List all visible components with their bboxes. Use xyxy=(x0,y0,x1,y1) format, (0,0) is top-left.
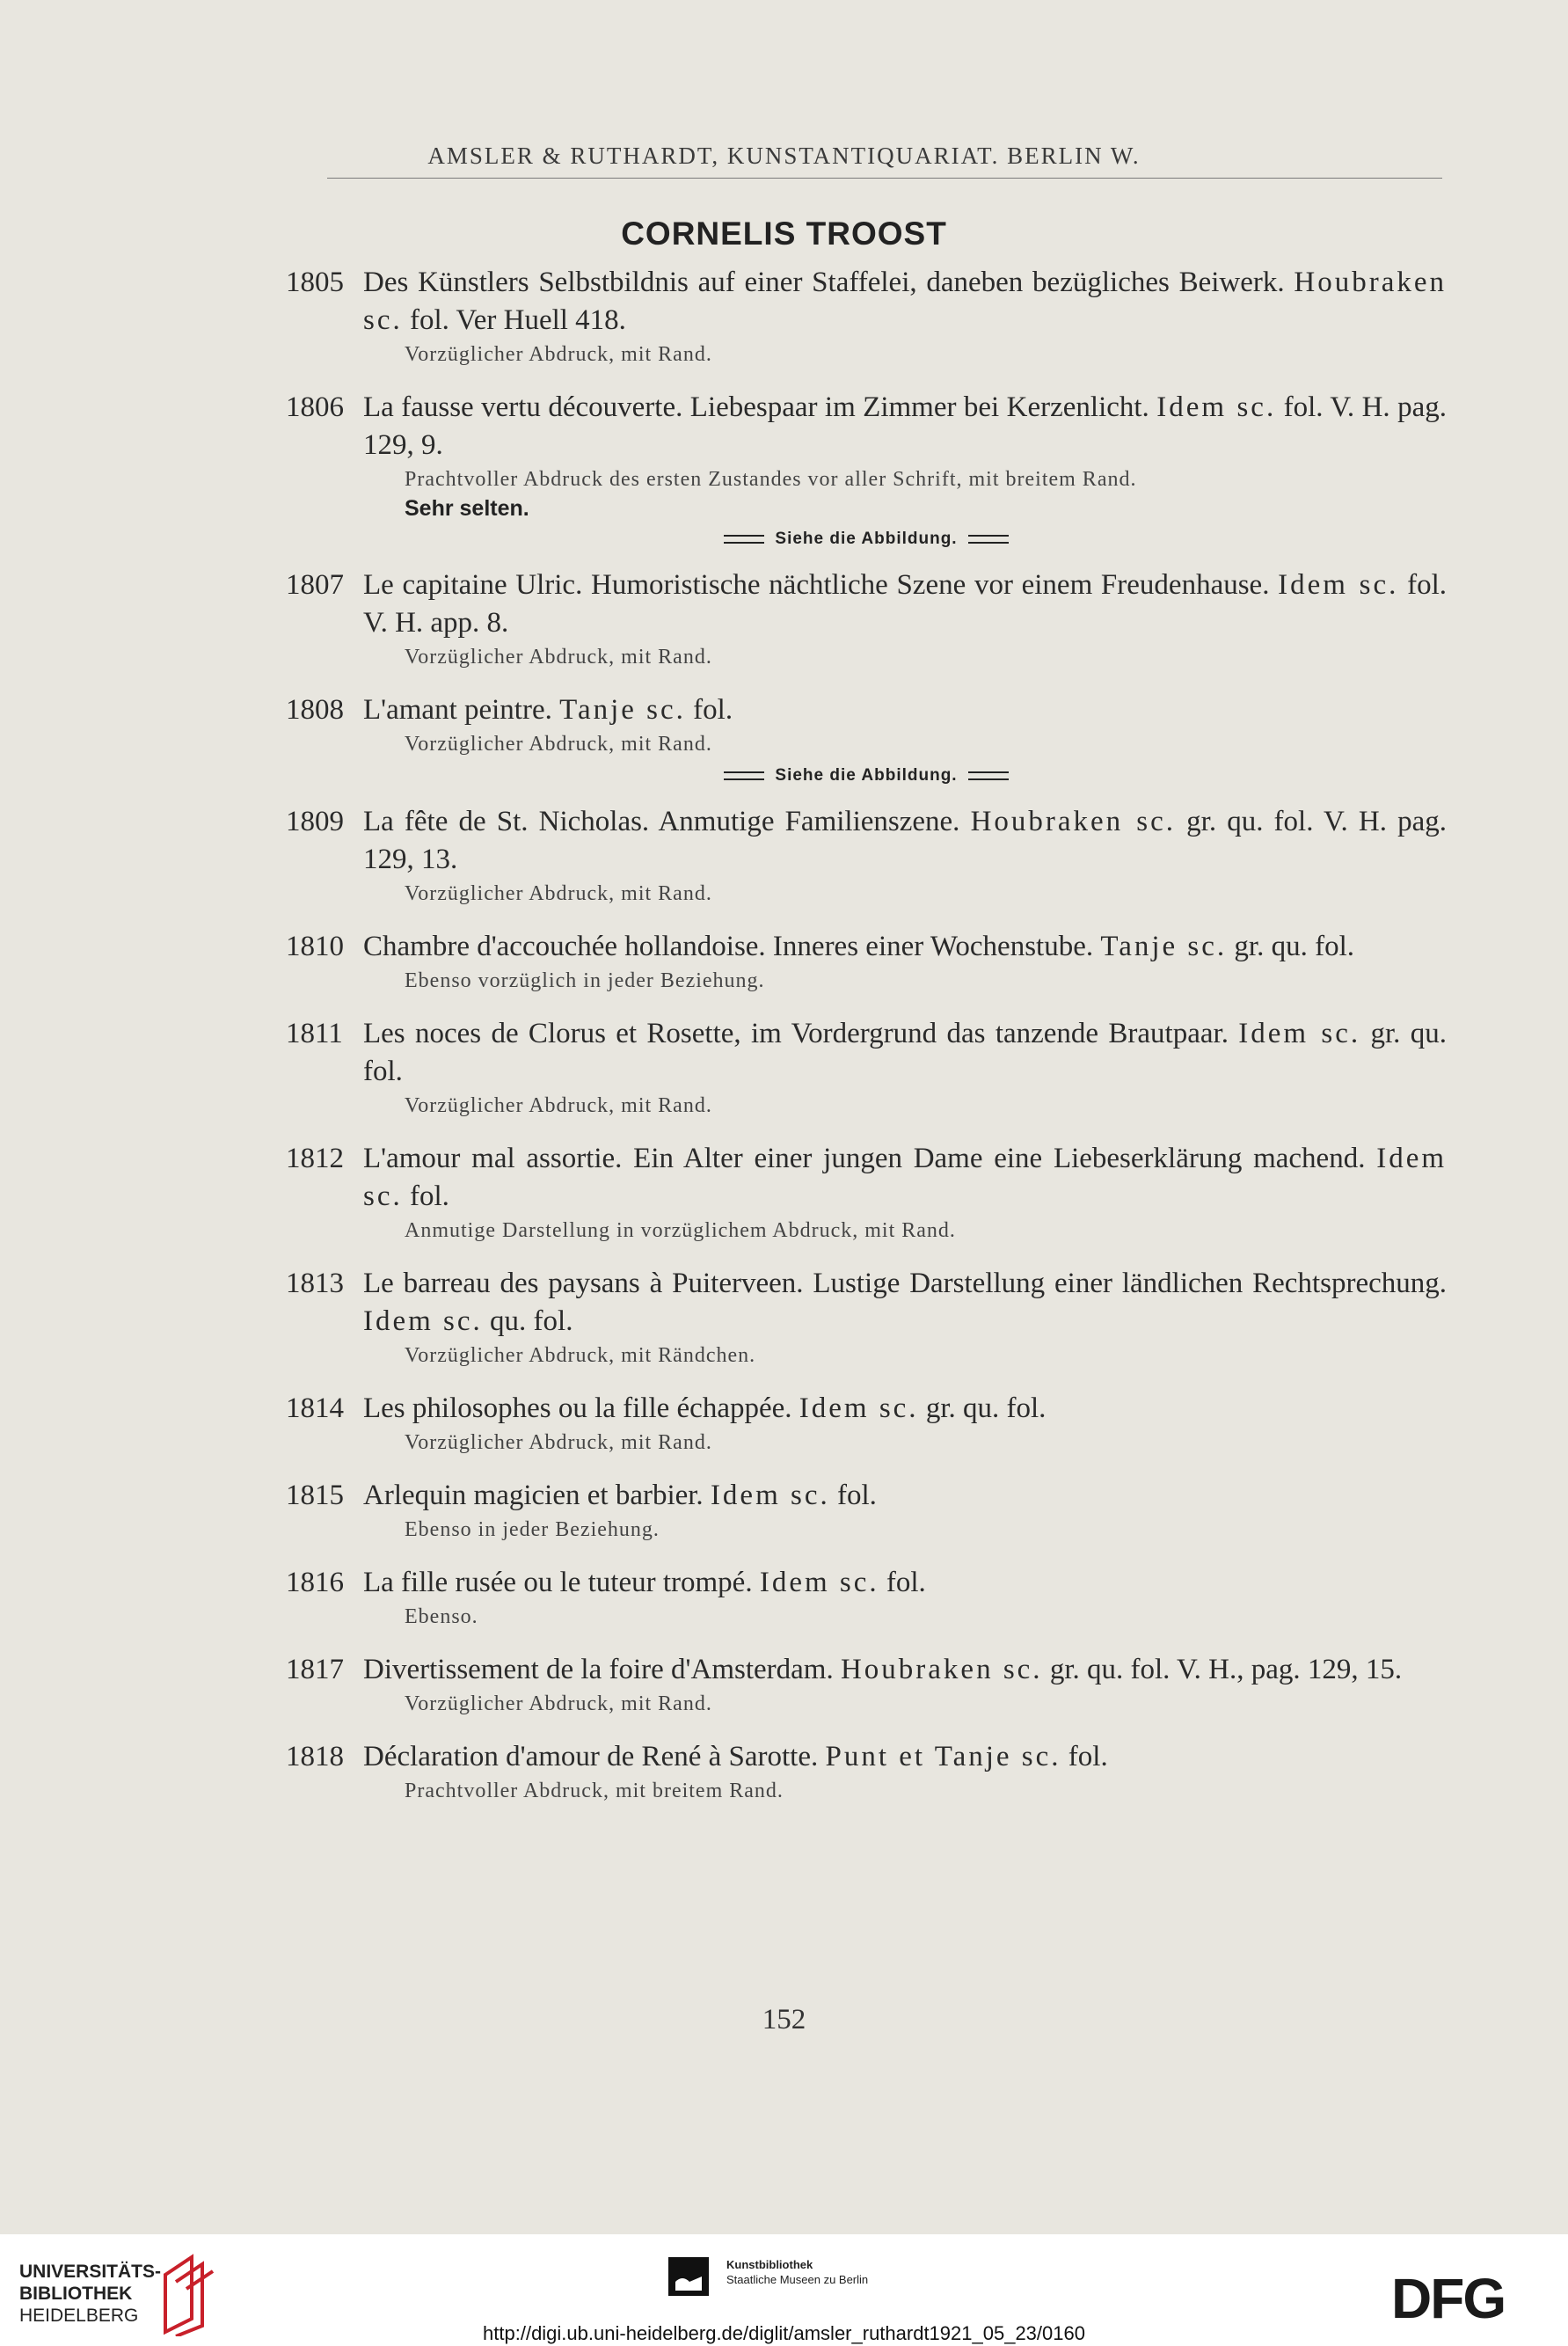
running-head: AMSLER & RUTHARDT, KUNSTANTIQUARIAT. BERLIN W. xyxy=(427,143,1141,169)
ub-line-3: HEIDELBERG xyxy=(19,2306,139,2326)
entry-format: fol. xyxy=(836,1480,877,1511)
entry-title: L'amant peintre. xyxy=(363,694,552,726)
catalog-entry-1816 xyxy=(286,1564,1447,1632)
catalog-entry-1809 xyxy=(286,803,1447,909)
figure-reference-label: Siehe die Abbildung. xyxy=(775,766,958,785)
catalog-entry-1814 xyxy=(286,1390,1447,1458)
entry-artist: Idem sc. xyxy=(363,1143,1448,1212)
entry-title: Les noces de Clorus et Rosette, im Vordergrund das tanzende Brautpaar. xyxy=(363,1018,1229,1049)
catalog-entry-1810 xyxy=(286,928,1447,996)
entry-note: Vorzüglicher Abdruck, mit Rand. xyxy=(405,882,712,905)
entry-text xyxy=(286,928,1447,966)
entry-title: La fille rusée ou le tuteur trompé. xyxy=(363,1567,753,1598)
entry-title: La fausse vertu découverte. Liebespaar im Zimmer bei Kerzenlicht. xyxy=(363,391,1149,423)
kunstbibliothek-logo-text xyxy=(726,2257,868,2287)
lot-number: 1816 xyxy=(286,1567,344,1598)
header-rule xyxy=(327,178,1442,179)
entry-text xyxy=(286,1651,1447,1689)
figure-reference xyxy=(286,530,1447,549)
catalog-entry-1817 xyxy=(286,1651,1447,1719)
entry-note: Vorzüglicher Abdruck, mit Rand. xyxy=(405,646,712,669)
double-rule-right xyxy=(968,771,1009,780)
lot-number: 1814 xyxy=(286,1392,344,1424)
entry-text xyxy=(286,803,1447,879)
permalink-url[interactable]: http://digi.ub.uni-heidelberg.de/diglit/amsler_ruthardt1921_05_23/0160 xyxy=(483,2322,1085,2344)
entry-text xyxy=(286,1477,1447,1515)
entry-text xyxy=(286,1390,1447,1428)
entry-title: Des Künstlers Selbstbildnis auf einer Staffelei, daneben bezügliches Beiwerk. xyxy=(363,267,1285,298)
entry-title: Les philosophes ou la fille échappée. xyxy=(363,1392,792,1424)
lot-number: 1807 xyxy=(286,569,344,601)
university-library-logo-text xyxy=(19,2261,161,2327)
entry-format: gr. qu. fol. V. H., pag. 129, 15. xyxy=(1049,1654,1403,1685)
lot-number: 1806 xyxy=(286,391,344,423)
entry-artist: Tanje sc. xyxy=(1100,931,1228,962)
entry-text xyxy=(286,1564,1447,1602)
catalog-entry-1815 xyxy=(286,1477,1447,1545)
entry-note: Prachtvoller Abdruck des ersten Zustandes vor aller Schrift, mit breitem Rand. xyxy=(405,468,1137,491)
entry-title: Le capitaine Ulric. Humoristische nächtliche Szene vor einem Freudenhause. xyxy=(363,569,1270,601)
catalog-entry-1812 xyxy=(286,1140,1447,1246)
catalog-entry-1805 xyxy=(286,264,1447,369)
catalog-entry-1811 xyxy=(286,1015,1447,1121)
entry-note: Vorzüglicher Abdruck, mit Rändchen. xyxy=(405,1344,756,1367)
entry-artist: Idem sc. xyxy=(1278,569,1399,601)
catalog-entry-1818 xyxy=(286,1738,1447,1806)
entry-text xyxy=(286,1738,1447,1776)
catalog-entry-1813 xyxy=(286,1265,1447,1370)
kb-line-1: Kunstbibliothek xyxy=(726,2258,813,2271)
ub-line-2: BIBLIOTHEK xyxy=(19,2284,133,2304)
entry-format: gr. qu. fol. xyxy=(363,1018,1448,1087)
double-rule-left xyxy=(724,535,764,544)
entry-text xyxy=(286,566,1447,642)
lot-number: 1808 xyxy=(286,694,344,726)
digitization-footer xyxy=(0,2234,1568,2346)
entry-title: Déclaration d'amour de René à Sarotte. xyxy=(363,1741,819,1772)
entry-format: fol. xyxy=(693,694,733,726)
catalog-entry-1808 xyxy=(286,691,1447,759)
lot-number: 1813 xyxy=(286,1268,344,1299)
entry-note: Vorzüglicher Abdruck, mit Rand. xyxy=(405,1431,712,1454)
entry-format: fol. xyxy=(886,1567,926,1598)
entry-format: qu. fol. xyxy=(490,1305,573,1337)
entry-artist: Punt et Tanje sc. xyxy=(825,1741,1061,1772)
entry-title: Chambre d'accouchée hollandoise. Inneres einer Wochenstube. xyxy=(363,931,1094,962)
entry-note: Prachtvoller Abdruck, mit breitem Rand. xyxy=(405,1780,784,1802)
dfg-logo: DFG xyxy=(1391,2267,1506,2330)
lot-number: 1809 xyxy=(286,806,344,837)
lot-number: 1815 xyxy=(286,1480,344,1511)
entry-artist: Houbraken sc. xyxy=(970,806,1177,837)
entry-note: Ebenso vorzüglich in jeder Beziehung. xyxy=(405,969,765,992)
entry-artist: Idem sc. xyxy=(1238,1018,1361,1049)
entry-title: Divertissement de la foire d'Amsterdam. xyxy=(363,1654,834,1685)
entry-title: Le barreau des paysans à Puiterveen. Lustige Darstellung einer ländlichen Rechtsprechung. xyxy=(363,1268,1447,1299)
entry-text xyxy=(286,691,1447,729)
entry-format: fol. V. H. app. 8. xyxy=(363,569,1447,639)
entry-format: fol. xyxy=(1068,1741,1108,1772)
entry-format: gr. qu. fol. xyxy=(1234,931,1354,962)
kb-line-2: Staatliche Museen zu Berlin xyxy=(726,2273,869,2286)
lot-number: 1812 xyxy=(286,1143,344,1174)
lot-number: 1810 xyxy=(286,931,344,962)
entry-artist: Houbraken sc. xyxy=(840,1654,1043,1685)
entry-title: Arlequin magicien et barbier. xyxy=(363,1480,704,1511)
lot-number: 1811 xyxy=(286,1018,343,1049)
entry-format: fol. Ver Huell 418. xyxy=(410,304,626,336)
entry-artist: Houbraken sc. xyxy=(363,267,1448,336)
page-number: 152 xyxy=(762,2004,806,2035)
figure-reference xyxy=(286,766,1447,786)
entry-note: Anmutige Darstellung in vorzüglichem Abdruck, mit Rand. xyxy=(405,1219,956,1242)
entry-format: fol. xyxy=(410,1180,449,1212)
kunstbibliothek-logo-icon xyxy=(667,2255,711,2298)
catalog-entry-1807 xyxy=(286,566,1447,672)
entry-note: Vorzüglicher Abdruck, mit Rand. xyxy=(405,1692,712,1715)
entry-format: gr. qu. fol. xyxy=(925,1392,1047,1424)
entry-note: Ebenso. xyxy=(405,1605,478,1628)
entry-artist: Idem sc. xyxy=(1156,391,1277,423)
lot-number: 1805 xyxy=(286,267,344,298)
entry-format: fol. V. H. pag. 129, 9. xyxy=(363,391,1448,461)
entry-artist: Idem sc. xyxy=(363,1305,483,1337)
catalog-list xyxy=(286,264,1447,1825)
catalog-entry-1806 xyxy=(286,389,1447,523)
entry-note: Vorzüglicher Abdruck, mit Rand. xyxy=(405,733,712,756)
lot-number: 1818 xyxy=(286,1741,344,1772)
entry-text xyxy=(286,1265,1447,1341)
entry-text xyxy=(286,389,1447,464)
entry-text xyxy=(286,1015,1447,1091)
entry-artist: Idem sc. xyxy=(710,1480,830,1511)
entry-artist: Tanje sc. xyxy=(559,694,686,726)
entry-note-rarity: Sehr selten. xyxy=(405,496,529,521)
figure-reference-label: Siehe die Abbildung. xyxy=(775,530,958,548)
double-rule-left xyxy=(724,771,764,780)
entry-note: Vorzüglicher Abdruck, mit Rand. xyxy=(405,1094,712,1117)
entry-title: La fête de St. Nicholas. Anmutige Familienszene. xyxy=(363,806,960,837)
entry-title: L'amour mal assortie. Ein Alter einer jungen Dame eine Liebeserklärung machend. xyxy=(363,1143,1366,1174)
entry-text xyxy=(286,264,1447,340)
entry-artist: Idem sc. xyxy=(759,1567,879,1598)
entry-artist: Idem sc. xyxy=(799,1392,919,1424)
entry-note: Ebenso in jeder Beziehung. xyxy=(405,1518,660,1541)
entry-note: Vorzüglicher Abdruck, mit Rand. xyxy=(405,343,712,366)
lot-number: 1817 xyxy=(286,1654,344,1685)
double-rule-right xyxy=(968,535,1009,544)
entry-format: gr. qu. fol. V. H. pag. 129, 13. xyxy=(363,806,1448,875)
entry-text xyxy=(286,1140,1447,1216)
ub-line-1: UNIVERSITÄTS- xyxy=(19,2262,162,2282)
section-title: CORNELIS TROOST xyxy=(621,216,947,252)
